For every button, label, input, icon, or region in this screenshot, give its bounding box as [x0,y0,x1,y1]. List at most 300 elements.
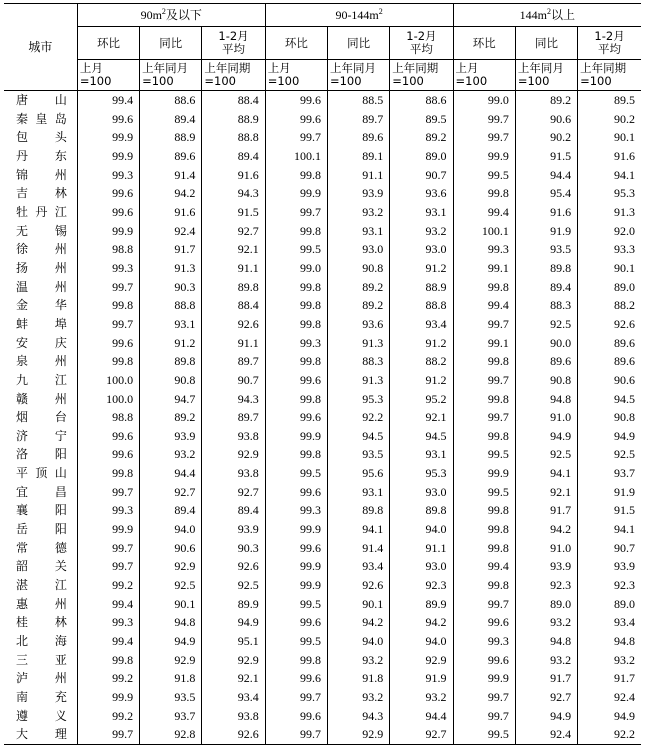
value-cell-avg-90-144: 92.7 [390,725,453,744]
value-cell-avg-90-144: 92.1 [390,408,453,427]
value-cell-mom-90-144: 100.1 [265,147,327,166]
value-cell-mom-90-144: 99.6 [265,613,327,632]
value-cell-yoy-90-below: 90.1 [140,595,202,614]
value-cell-yoy-144-above: 91.0 [515,539,577,558]
value-cell-mom-90-below: 99.7 [77,557,139,576]
mom-header: 环比 [77,27,139,60]
table-row [4,278,641,297]
area-group-header-row [4,4,641,27]
city-name-cell: 九江 [16,372,67,387]
value-cell-yoy-144-above: 89.4 [515,278,577,297]
value-cell-yoy-90-144: 91.8 [327,669,389,688]
value-cell-mom-90-below: 99.9 [77,520,139,539]
value-cell-mom-90-144: 99.3 [265,501,327,520]
value-cell-avg-144-above: 89.6 [578,334,641,353]
value-cell-yoy-144-above: 94.9 [515,707,577,726]
city-name-cell: 大理 [4,725,77,744]
value-cell-avg-90-below: 91.6 [202,166,265,185]
value-cell-mom-144-above: 99.8 [453,278,515,297]
value-cell-yoy-90-144: 93.1 [327,222,389,241]
value-cell-avg-90-below: 92.7 [202,483,265,502]
value-cell-mom-144-above: 99.5 [453,445,515,464]
value-cell-yoy-90-144: 88.5 [327,91,389,110]
value-cell-yoy-90-144: 93.6 [327,315,389,334]
value-cell-mom-144-above: 99.8 [453,520,515,539]
base-header-row [4,60,641,91]
value-cell-avg-144-above: 90.6 [578,371,641,390]
value-cell-yoy-90-below: 91.7 [140,240,202,259]
group-header-90-144-sup: 2 [378,7,383,16]
value-cell-mom-90-144: 99.7 [265,688,327,707]
value-cell-mom-90-below: 99.9 [77,688,139,707]
city-name-cell: 韶关 [16,559,67,574]
group-header-144-sup: 2 [546,7,551,16]
value-cell-yoy-144-above: 91.7 [515,501,577,520]
value-cell-mom-90-144: 99.8 [265,222,327,241]
value-cell-mom-90-144: 99.8 [265,390,327,409]
value-cell-mom-144-above: 99.5 [453,166,515,185]
table-row [4,557,641,576]
value-cell-avg-90-below: 91.1 [202,334,265,353]
value-cell-avg-144-above: 92.5 [578,445,641,464]
value-cell-yoy-90-below: 91.8 [140,669,202,688]
yoy-header: 同比 [327,27,389,60]
value-cell-avg-90-below: 94.3 [202,184,265,203]
city-name-cell: 扬州 [16,260,67,275]
value-cell-avg-90-below: 93.8 [202,707,265,726]
value-cell-mom-90-144: 99.7 [265,203,327,222]
value-cell-mom-90-below: 99.7 [77,539,139,558]
value-cell-avg-90-144: 93.4 [390,315,453,334]
value-cell-yoy-144-above: 93.5 [515,240,577,259]
table-row [4,688,641,707]
value-cell-avg-144-above: 91.7 [578,669,641,688]
value-cell-yoy-90-below: 88.9 [140,128,202,147]
value-cell-yoy-144-above: 92.4 [515,725,577,744]
value-cell-avg-90-below: 89.9 [202,595,265,614]
value-cell-yoy-90-144: 94.2 [327,613,389,632]
city-name-cell: 南充 [16,690,67,704]
table-row [4,128,641,147]
value-cell-yoy-90-144: 93.4 [327,557,389,576]
value-cell-avg-90-144: 94.4 [390,707,453,726]
value-cell-mom-90-144: 99.5 [265,240,327,259]
value-cell-yoy-144-above: 92.1 [515,483,577,502]
value-cell-yoy-144-above: 90.6 [515,110,577,129]
value-cell-avg-144-above: 89.0 [578,595,641,614]
value-cell-mom-144-above: 99.7 [453,315,515,334]
value-cell-avg-90-144: 91.9 [390,669,453,688]
value-cell-avg-90-144: 88.2 [390,352,453,371]
value-cell-yoy-90-144: 92.2 [327,408,389,427]
value-cell-mom-90-below: 99.6 [77,203,139,222]
value-cell-mom-90-below: 99.6 [77,110,139,129]
value-cell-avg-90-144: 91.2 [390,371,453,390]
base-yoy-header: 上年同月 =100 [515,60,577,91]
group-header-90-prefix: 90m [140,8,162,22]
city-name-cell: 秦皇岛 [16,111,67,126]
city-name-cell: 洛阳 [16,447,67,462]
value-cell-mom-90-below: 99.7 [77,278,139,297]
value-cell-avg-90-below: 89.4 [202,501,265,520]
value-cell-yoy-90-below: 90.6 [140,539,202,558]
value-cell-yoy-90-below: 93.2 [140,445,202,464]
value-cell-yoy-90-144: 90.8 [327,259,389,278]
value-cell-mom-90-below: 99.7 [77,315,139,334]
value-cell-avg-90-below: 89.7 [202,408,265,427]
value-cell-yoy-90-144: 89.6 [327,128,389,147]
avg-header: 1-2月 平均 [202,27,265,60]
value-cell-mom-90-below: 99.6 [77,184,139,203]
base-mom-header: 上月 =100 [453,60,515,91]
value-cell-yoy-90-144: 89.7 [327,110,389,129]
value-cell-yoy-90-below: 92.9 [140,557,202,576]
value-cell-yoy-90-below: 89.4 [140,110,202,129]
value-cell-avg-144-above: 95.3 [578,184,641,203]
group-header-144-prefix: 144m [519,8,547,22]
value-cell-avg-90-144: 93.1 [390,203,453,222]
value-cell-avg-144-above: 90.7 [578,539,641,558]
base-mom-header: 上月 =100 [77,60,139,91]
value-cell-avg-90-below: 88.9 [202,110,265,129]
value-cell-mom-90-144: 99.8 [265,166,327,185]
value-cell-yoy-144-above: 90.8 [515,371,577,390]
city-name-cell: 济宁 [16,428,67,443]
value-cell-yoy-144-above: 92.5 [515,315,577,334]
table-row [4,595,641,614]
value-cell-avg-144-above: 93.7 [578,464,641,483]
value-cell-mom-90-144: 99.7 [265,128,327,147]
table-row [4,334,641,353]
table-row [4,222,641,241]
value-cell-mom-144-above: 99.1 [453,334,515,353]
city-name-cell: 无锡 [16,223,67,238]
value-cell-avg-90-144: 93.0 [390,557,453,576]
value-cell-yoy-90-144: 93.0 [327,240,389,259]
value-cell-mom-144-above: 99.9 [453,147,515,166]
value-cell-avg-144-above: 94.8 [578,632,641,651]
table-row [4,408,641,427]
value-cell-avg-90-144: 94.0 [390,520,453,539]
group-header-144-suffix: 以上 [550,8,575,22]
table-row [4,147,641,166]
value-cell-mom-144-above: 99.8 [453,390,515,409]
value-cell-mom-90-below: 99.4 [77,595,139,614]
value-cell-yoy-90-below: 94.4 [140,464,202,483]
value-cell-mom-90-144: 99.9 [265,576,327,595]
value-cell-avg-144-above: 90.8 [578,408,641,427]
value-cell-mom-90-below: 99.4 [77,91,139,110]
value-cell-avg-144-above: 93.2 [578,651,641,670]
value-cell-avg-90-below: 92.9 [202,651,265,670]
table-row [4,464,641,483]
value-cell-mom-144-above: 99.8 [453,576,515,595]
value-cell-yoy-144-above: 94.8 [515,632,577,651]
value-cell-mom-90-below: 100.0 [77,390,139,409]
value-cell-mom-144-above: 99.1 [453,259,515,278]
table-row [4,110,641,129]
value-cell-yoy-90-below: 93.5 [140,688,202,707]
yoy-header: 同比 [515,27,577,60]
value-cell-yoy-90-below: 89.8 [140,352,202,371]
value-cell-mom-144-above: 99.7 [453,408,515,427]
value-cell-mom-90-below: 99.8 [77,464,139,483]
value-cell-yoy-90-below: 94.0 [140,520,202,539]
value-cell-avg-90-144: 88.9 [390,278,453,297]
value-cell-mom-90-below: 99.3 [77,501,139,520]
value-cell-avg-90-below: 90.3 [202,539,265,558]
base-yoy-header: 上年同月 =100 [327,60,389,91]
value-cell-yoy-90-144: 94.5 [327,427,389,446]
value-cell-mom-90-144: 99.6 [265,91,327,110]
value-cell-yoy-90-144: 93.2 [327,203,389,222]
value-cell-yoy-90-below: 90.3 [140,278,202,297]
value-cell-yoy-90-below: 94.7 [140,390,202,409]
value-cell-avg-90-below: 91.5 [202,203,265,222]
city-name-cell: 金华 [16,298,67,313]
value-cell-avg-144-above: 91.6 [578,147,641,166]
value-cell-avg-90-144: 92.3 [390,576,453,595]
value-cell-yoy-90-144: 91.4 [327,539,389,558]
table-row [4,520,641,539]
value-cell-avg-90-144: 88.8 [390,296,453,315]
table-row [4,632,641,651]
city-name-cell: 丹东 [16,148,67,163]
table-row [4,501,641,520]
value-cell-mom-90-144: 99.6 [265,539,327,558]
table-row [4,259,641,278]
value-cell-avg-90-144: 90.7 [390,166,453,185]
value-cell-mom-144-above: 99.6 [453,613,515,632]
value-cell-avg-90-below: 93.8 [202,427,265,446]
value-cell-avg-90-below: 91.1 [202,259,265,278]
table-row [4,184,641,203]
value-cell-avg-90-below: 89.8 [202,278,265,297]
value-cell-mom-144-above: 99.5 [453,483,515,502]
table-row [4,539,641,558]
value-cell-mom-144-above: 99.5 [453,725,515,744]
value-cell-yoy-90-below: 94.8 [140,613,202,632]
value-cell-avg-144-above: 90.2 [578,110,641,129]
value-cell-mom-144-above: 99.7 [453,371,515,390]
value-cell-yoy-144-above: 94.8 [515,390,577,409]
value-cell-mom-90-144: 99.5 [265,632,327,651]
value-cell-mom-144-above: 99.4 [453,203,515,222]
value-cell-mom-90-below: 99.3 [77,166,139,185]
value-cell-mom-144-above: 99.3 [453,632,515,651]
value-cell-avg-144-above: 94.9 [578,427,641,446]
base-avg-header: 上年同期 =100 [202,60,265,91]
value-cell-mom-144-above: 99.0 [453,91,515,110]
value-cell-avg-90-below: 88.4 [202,91,265,110]
value-cell-yoy-90-144: 95.6 [327,464,389,483]
table-row [4,427,641,446]
value-cell-avg-90-below: 92.7 [202,222,265,241]
value-cell-avg-144-above: 89.6 [578,352,641,371]
value-cell-avg-90-144: 88.6 [390,91,453,110]
value-cell-yoy-144-above: 90.0 [515,334,577,353]
value-cell-mom-90-144: 99.0 [265,259,327,278]
value-cell-avg-90-below: 94.9 [202,613,265,632]
value-cell-avg-90-144: 94.5 [390,427,453,446]
value-cell-mom-90-144: 99.8 [265,445,327,464]
value-cell-mom-90-below: 99.2 [77,669,139,688]
value-cell-avg-90-below: 92.9 [202,445,265,464]
value-cell-avg-90-below: 93.9 [202,520,265,539]
city-name-cell: 安庆 [16,335,67,350]
value-cell-avg-90-below: 92.6 [202,315,265,334]
city-name-cell: 湛江 [16,578,67,593]
value-cell-avg-90-144: 94.2 [390,613,453,632]
value-cell-yoy-90-144: 90.1 [327,595,389,614]
value-cell-avg-90-below: 90.7 [202,371,265,390]
value-cell-mom-90-144: 99.6 [265,110,327,129]
value-cell-avg-90-144: 91.2 [390,334,453,353]
city-name-cell: 徐州 [16,242,67,257]
value-cell-avg-90-144: 94.0 [390,632,453,651]
value-cell-mom-144-above: 99.8 [453,539,515,558]
value-cell-mom-90-below: 99.6 [77,334,139,353]
value-cell-avg-90-144: 92.9 [390,651,453,670]
table-row [4,725,641,744]
yoy-header: 同比 [140,27,202,60]
city-name-cell: 襄阳 [16,503,67,518]
value-cell-yoy-90-144: 89.1 [327,147,389,166]
value-cell-yoy-90-below: 94.2 [140,184,202,203]
city-name-cell: 温州 [16,279,67,294]
value-cell-yoy-144-above: 91.0 [515,408,577,427]
value-cell-yoy-90-144: 93.1 [327,483,389,502]
value-cell-mom-144-above: 99.4 [453,557,515,576]
value-cell-yoy-90-below: 88.6 [140,91,202,110]
value-cell-mom-90-144: 99.9 [265,557,327,576]
value-cell-yoy-90-below: 89.2 [140,408,202,427]
table-row [4,371,641,390]
value-cell-yoy-90-below: 92.5 [140,576,202,595]
value-cell-yoy-144-above: 91.9 [515,222,577,241]
value-cell-mom-144-above: 99.8 [453,501,515,520]
value-cell-avg-144-above: 92.6 [578,315,641,334]
value-cell-yoy-144-above: 92.5 [515,445,577,464]
value-cell-mom-144-above: 99.6 [453,651,515,670]
value-cell-avg-144-above: 93.9 [578,557,641,576]
value-cell-mom-90-144: 99.6 [265,483,327,502]
table-row [4,166,641,185]
value-cell-mom-144-above: 99.9 [453,669,515,688]
value-cell-avg-90-144: 89.8 [390,501,453,520]
value-cell-mom-144-above: 99.3 [453,240,515,259]
table-row [4,483,641,502]
value-cell-mom-90-144: 99.6 [265,669,327,688]
value-cell-mom-90-below: 99.8 [77,296,139,315]
value-cell-yoy-144-above: 94.9 [515,427,577,446]
value-cell-avg-144-above: 94.1 [578,166,641,185]
city-name-cell: 三亚 [16,652,67,667]
value-cell-yoy-144-above: 89.8 [515,259,577,278]
value-cell-yoy-144-above: 90.2 [515,128,577,147]
value-cell-yoy-90-below: 92.9 [140,651,202,670]
value-cell-mom-144-above: 99.7 [453,688,515,707]
value-cell-avg-90-below: 95.1 [202,632,265,651]
value-cell-mom-90-below: 98.8 [77,240,139,259]
value-cell-mom-90-below: 99.7 [77,725,139,744]
value-cell-mom-90-144: 99.6 [265,371,327,390]
value-cell-yoy-90-144: 93.5 [327,445,389,464]
value-cell-avg-90-144: 93.2 [390,688,453,707]
value-cell-yoy-90-144: 93.2 [327,688,389,707]
value-cell-mom-144-above: 99.4 [453,296,515,315]
value-cell-yoy-144-above: 93.2 [515,613,577,632]
value-cell-avg-90-144: 89.9 [390,595,453,614]
city-name-cell: 宜昌 [16,484,67,499]
value-cell-mom-90-144: 99.7 [265,725,327,744]
value-cell-mom-90-144: 99.8 [265,352,327,371]
avg-header: 1-2月 平均 [578,27,641,60]
value-cell-avg-144-above: 91.3 [578,203,641,222]
value-cell-yoy-90-144: 93.2 [327,651,389,670]
table-row [4,240,641,259]
value-cell-mom-90-below: 99.6 [77,445,139,464]
value-cell-avg-144-above: 92.2 [578,725,641,744]
value-cell-avg-144-above: 94.9 [578,707,641,726]
house-price-index-table [4,3,641,745]
value-cell-yoy-90-144: 92.9 [327,725,389,744]
city-name-cell: 桂林 [16,615,67,630]
value-cell-mom-90-below: 99.2 [77,707,139,726]
value-cell-yoy-90-144: 94.0 [327,632,389,651]
value-cell-yoy-90-144: 93.9 [327,184,389,203]
value-cell-mom-144-above: 100.1 [453,222,515,241]
base-avg-header: 上年同期 =100 [578,60,641,91]
value-cell-avg-90-144: 91.2 [390,259,453,278]
value-cell-avg-90-below: 88.8 [202,128,265,147]
avg-header: 1-2月 平均 [390,27,453,60]
value-cell-avg-144-above: 92.3 [578,576,641,595]
value-cell-avg-90-144: 93.2 [390,222,453,241]
group-header-90-144-prefix: 90-144m [335,8,379,22]
value-cell-avg-90-below: 92.1 [202,240,265,259]
value-cell-mom-90-144: 99.8 [265,651,327,670]
value-cell-yoy-90-below: 89.4 [140,501,202,520]
city-name-cell: 唐山 [16,93,67,107]
value-cell-avg-90-144: 91.1 [390,539,453,558]
value-cell-yoy-144-above: 94.4 [515,166,577,185]
table-body [4,91,641,745]
value-cell-avg-90-below: 93.8 [202,464,265,483]
value-cell-yoy-90-144: 88.3 [327,352,389,371]
value-cell-yoy-144-above: 89.6 [515,352,577,371]
value-cell-yoy-90-144: 91.1 [327,166,389,185]
value-cell-avg-90-144: 95.2 [390,390,453,409]
city-name-cell: 赣州 [16,391,67,406]
value-cell-avg-90-below: 92.6 [202,725,265,744]
value-cell-mom-90-144: 99.9 [265,184,327,203]
value-cell-mom-90-144: 99.6 [265,707,327,726]
city-name-cell: 泉州 [16,354,67,369]
value-cell-yoy-144-above: 89.2 [515,91,577,110]
city-name-cell: 常德 [16,540,67,555]
value-cell-yoy-90-below: 92.4 [140,222,202,241]
value-cell-mom-90-below: 99.2 [77,576,139,595]
value-cell-mom-144-above: 99.8 [453,184,515,203]
table-row [4,296,641,315]
value-cell-mom-144-above: 99.7 [453,595,515,614]
value-cell-avg-144-above: 92.0 [578,222,641,241]
value-cell-avg-144-above: 93.3 [578,240,641,259]
table-row [4,203,641,222]
value-cell-avg-90-144: 89.0 [390,147,453,166]
value-cell-avg-90-144: 93.1 [390,445,453,464]
